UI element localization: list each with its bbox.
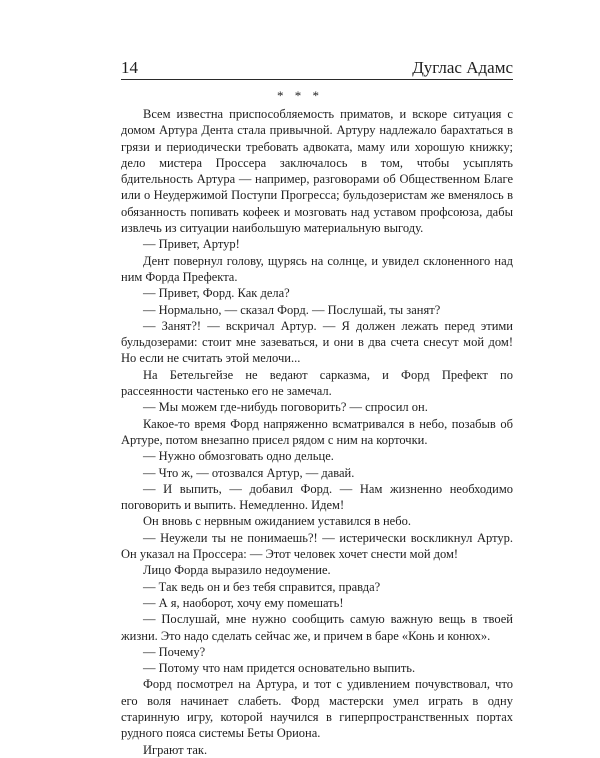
paragraph: Форд посмотрел на Артура, и тот с удивлением почувствовал, что его воля начинает слабеть. Форд мастерски умел играть в одну старинную игру, которой научился в гиперпространственных портах рудного пояса системы Беты Ориона.: [121, 677, 513, 741]
paragraph: — Неужели ты не понимаешь?! — истерически воскликнул Артур. Он указал на Проссера: — Этот человек хочет снести мой дом!: [121, 530, 513, 562]
paragraph: Какое-то время Форд напряженно всматривался в небо, позабыв об Артуре, потом внезапно присел рядом с ним на корточки.: [121, 416, 513, 447]
paragraph: На Бетельгейзе не ведают сарказма, и Форд Префект по рассеянности частенько его не замечал.: [121, 367, 513, 399]
header-rule: [121, 79, 513, 80]
paragraph: — Так ведь он и без тебя справится, правда?: [143, 579, 381, 594]
paragraph: — А я, наоборот, хочу ему помешать!: [143, 595, 344, 610]
paragraph: — Мы можем где-нибудь поговорить? — спросил он.: [143, 400, 428, 415]
paragraph: — И выпить, — добавил Форд. — Нам жизненно необходимо поговорить и выпить. Немедленно. Идем!: [121, 481, 513, 513]
paragraph: — Потому что нам придется основательно выпить.: [143, 661, 416, 676]
paragraph: — Нужно обмозговать одно дельце.: [143, 449, 334, 464]
paragraph: — Послушай, мне нужно сообщить самую важную вещь в твоей жизни. Это надо сделать сейчас же, и причем в баре «Конь и конюх».: [121, 612, 513, 643]
body-text: [121, 106, 513, 758]
paragraph: Всем известна приспособляемость приматов, и вскоре ситуация с домом Артура Дента стала привычной. Артуру надлежало барахтаться в грязи и периодически требовать адвоката, маму или хорошую книжку; дело мистера Проссера заключалось в том, чтобы усыплять бдительность Артура — например, разговорами об Общественном Благе или о Неудержимой Поступи Прогресса; бульдозеристам же вменялось в обязанность попивать кофеек и мозговать над уставом профсоюза, дабы извлечь из ситуации наибольшую материальную выгоду.: [121, 107, 513, 236]
paragraph: — Нормально, — сказал Форд. — Послушай, ты занят?: [143, 302, 441, 317]
paragraph: — Занят?! — вскричал Артур. — Я должен лежать перед этими бульдозерами: стоит мне зазеваться, и они в два счета снесут мой дом! Но если не считать этой мелочи...: [121, 318, 513, 366]
paragraph: Он вновь с нервным ожиданием уставился в небо.: [143, 514, 411, 529]
paragraph: — Почему?: [143, 644, 206, 659]
paragraph: — Привет, Форд. Как дела?: [143, 286, 290, 301]
paragraph: — Что ж, — отозвался Артур, — давай.: [143, 465, 355, 480]
page-header: [121, 58, 513, 78]
paragraph: Дент повернул голову, щурясь на солнце, и увидел склоненного над ним Форда Префекта.: [121, 253, 513, 284]
running-title: Дуглас Адамс: [412, 58, 513, 77]
paragraph: Лицо Форда выразило недоумение.: [143, 563, 331, 578]
paragraph: — Привет, Артур!: [143, 237, 240, 252]
paragraph: Играют так.: [143, 742, 208, 757]
page-number: 14: [121, 58, 138, 77]
section-separator: * * *: [277, 88, 323, 103]
